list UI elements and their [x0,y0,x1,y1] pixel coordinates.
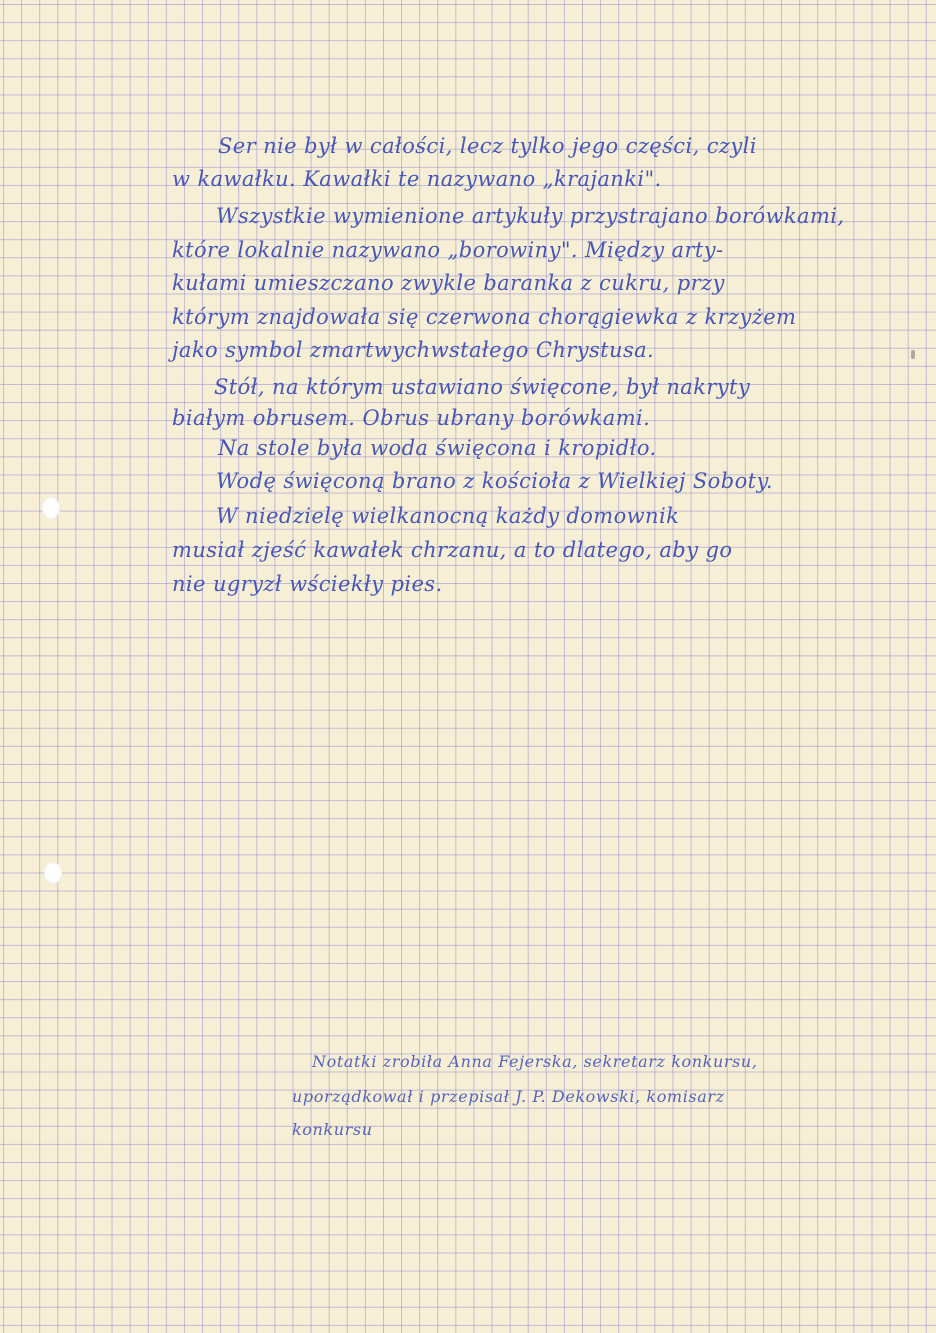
body-line: Stół, na którym ustawiano święcone, był nakryty [214,375,751,399]
body-line: białym obrusem. Obrus ubrany borówkami. [172,406,651,430]
note-line: Notatki zrobiła Anna Fejerska, sekretarz konkursu, [312,1052,758,1071]
note-line: konkursu [292,1120,373,1139]
body-line: w kawałku. Kawałki te nazywano „krajanki". [172,167,662,191]
paper-mark [911,350,915,359]
body-line: kułami umieszczano zwykle baranka z cukru, przy [172,271,725,295]
body-line: Na stole była woda święcona i kropidło. [218,436,657,460]
body-line: nie ugryzł wściekły pies. [172,572,443,596]
body-line: jako symbol zmartwychwstałego Chrystusa. [172,338,655,362]
body-line: które lokalnie nazywano „borowiny". Między arty- [172,238,724,262]
body-line: W niedzielę wielkanocną każdy domownik [216,504,680,528]
body-line: musiał zjeść kawałek chrzanu, a to dlatego, aby go [172,538,733,562]
body-line: którym znajdowała się czerwona chorągiewka z krzyżem [172,305,797,329]
body-line: Wodę święconą brano z kościoła z Wielkiej Soboty. [216,469,773,493]
body-line: Ser nie był w całości, lecz tylko jego części, czyli [218,134,757,158]
punch-hole [42,497,60,519]
note-line: uporządkował i przepisał J. P. Dekowski, komisarz [292,1087,725,1106]
body-line: Wszystkie wymienione artykuły przystrajano borówkami, [216,204,845,228]
punch-hole [44,862,62,884]
